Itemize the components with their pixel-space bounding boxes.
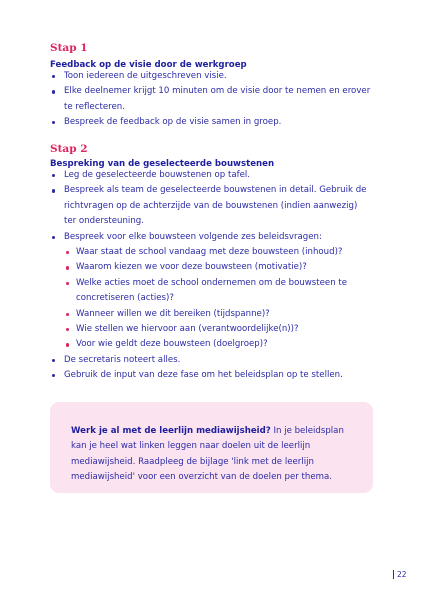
list-item [50, 230, 372, 353]
list-item-text: Bespreek voor elke bouwsteen volgende zes beleidsvragen: [64, 231, 322, 242]
info-callout [50, 402, 373, 493]
sub-list-item: Waarom kiezen we voor deze bouwsteen (motivatie)? [64, 260, 372, 275]
list-item: Bespreek de feedback op de visie samen in groep. [50, 115, 372, 130]
callout-bold-text: Werk je al met de leerlijn mediawijsheid? [71, 426, 271, 436]
list-item: Bespreek als team de geselecteerde bouwstenen in detail. Gebruik de richtvragen op de achterzijde van de bouwstenen (indien aanwezig) ter ondersteuning. [50, 183, 372, 229]
step-2-title: Stap 2 [50, 143, 88, 155]
sub-list-item: Wanneer willen we dit bereiken (tijdspanne)? [64, 307, 372, 322]
step-1-subtitle: Feedback op de visie door de werkgroep [50, 60, 247, 70]
list-item: Toon iedereen de uitgeschreven visie. [50, 69, 372, 84]
step-1-list [50, 69, 372, 131]
list-item: Elke deelnemer krijgt 10 minuten om de visie door te nemen en erover te reflecteren. [50, 84, 372, 115]
step-2-subtitle: Bespreking van de geselecteerde bouwstenen [50, 159, 275, 169]
step-2-list [50, 168, 372, 384]
sub-list-item: Waar staat de school vandaag met deze bouwsteen (inhoud)? [64, 245, 372, 260]
sub-list-item: Wie stellen we hiervoor aan (verantwoordelijke(n))? [64, 322, 372, 337]
step-1-title: Stap 1 [50, 42, 88, 54]
callout-text [71, 424, 357, 486]
sub-list-item: Voor wie geldt deze bouwsteen (doelgroep)? [64, 337, 372, 352]
page-number: 22 [393, 570, 407, 579]
callout-body-text: In je beleidsplan kan je heel wat linken leggen naar doelen uit de leerlijn mediawijsheid. Raadpleeg de bijlage 'link met de leerlijn mediawijsheid' voor een overzicht van de doelen per thema. [71, 426, 344, 483]
sub-list-item: Welke acties moet de school ondernemen om de bouwsteen te concretiseren (acties)? [64, 276, 372, 307]
policy-questions-list [64, 245, 372, 353]
list-item: Leg de geselecteerde bouwstenen op tafel. [50, 168, 372, 183]
list-item: Gebruik de input van deze fase om het beleidsplan op te stellen. [50, 368, 372, 383]
list-item: De secretaris noteert alles. [50, 353, 372, 368]
